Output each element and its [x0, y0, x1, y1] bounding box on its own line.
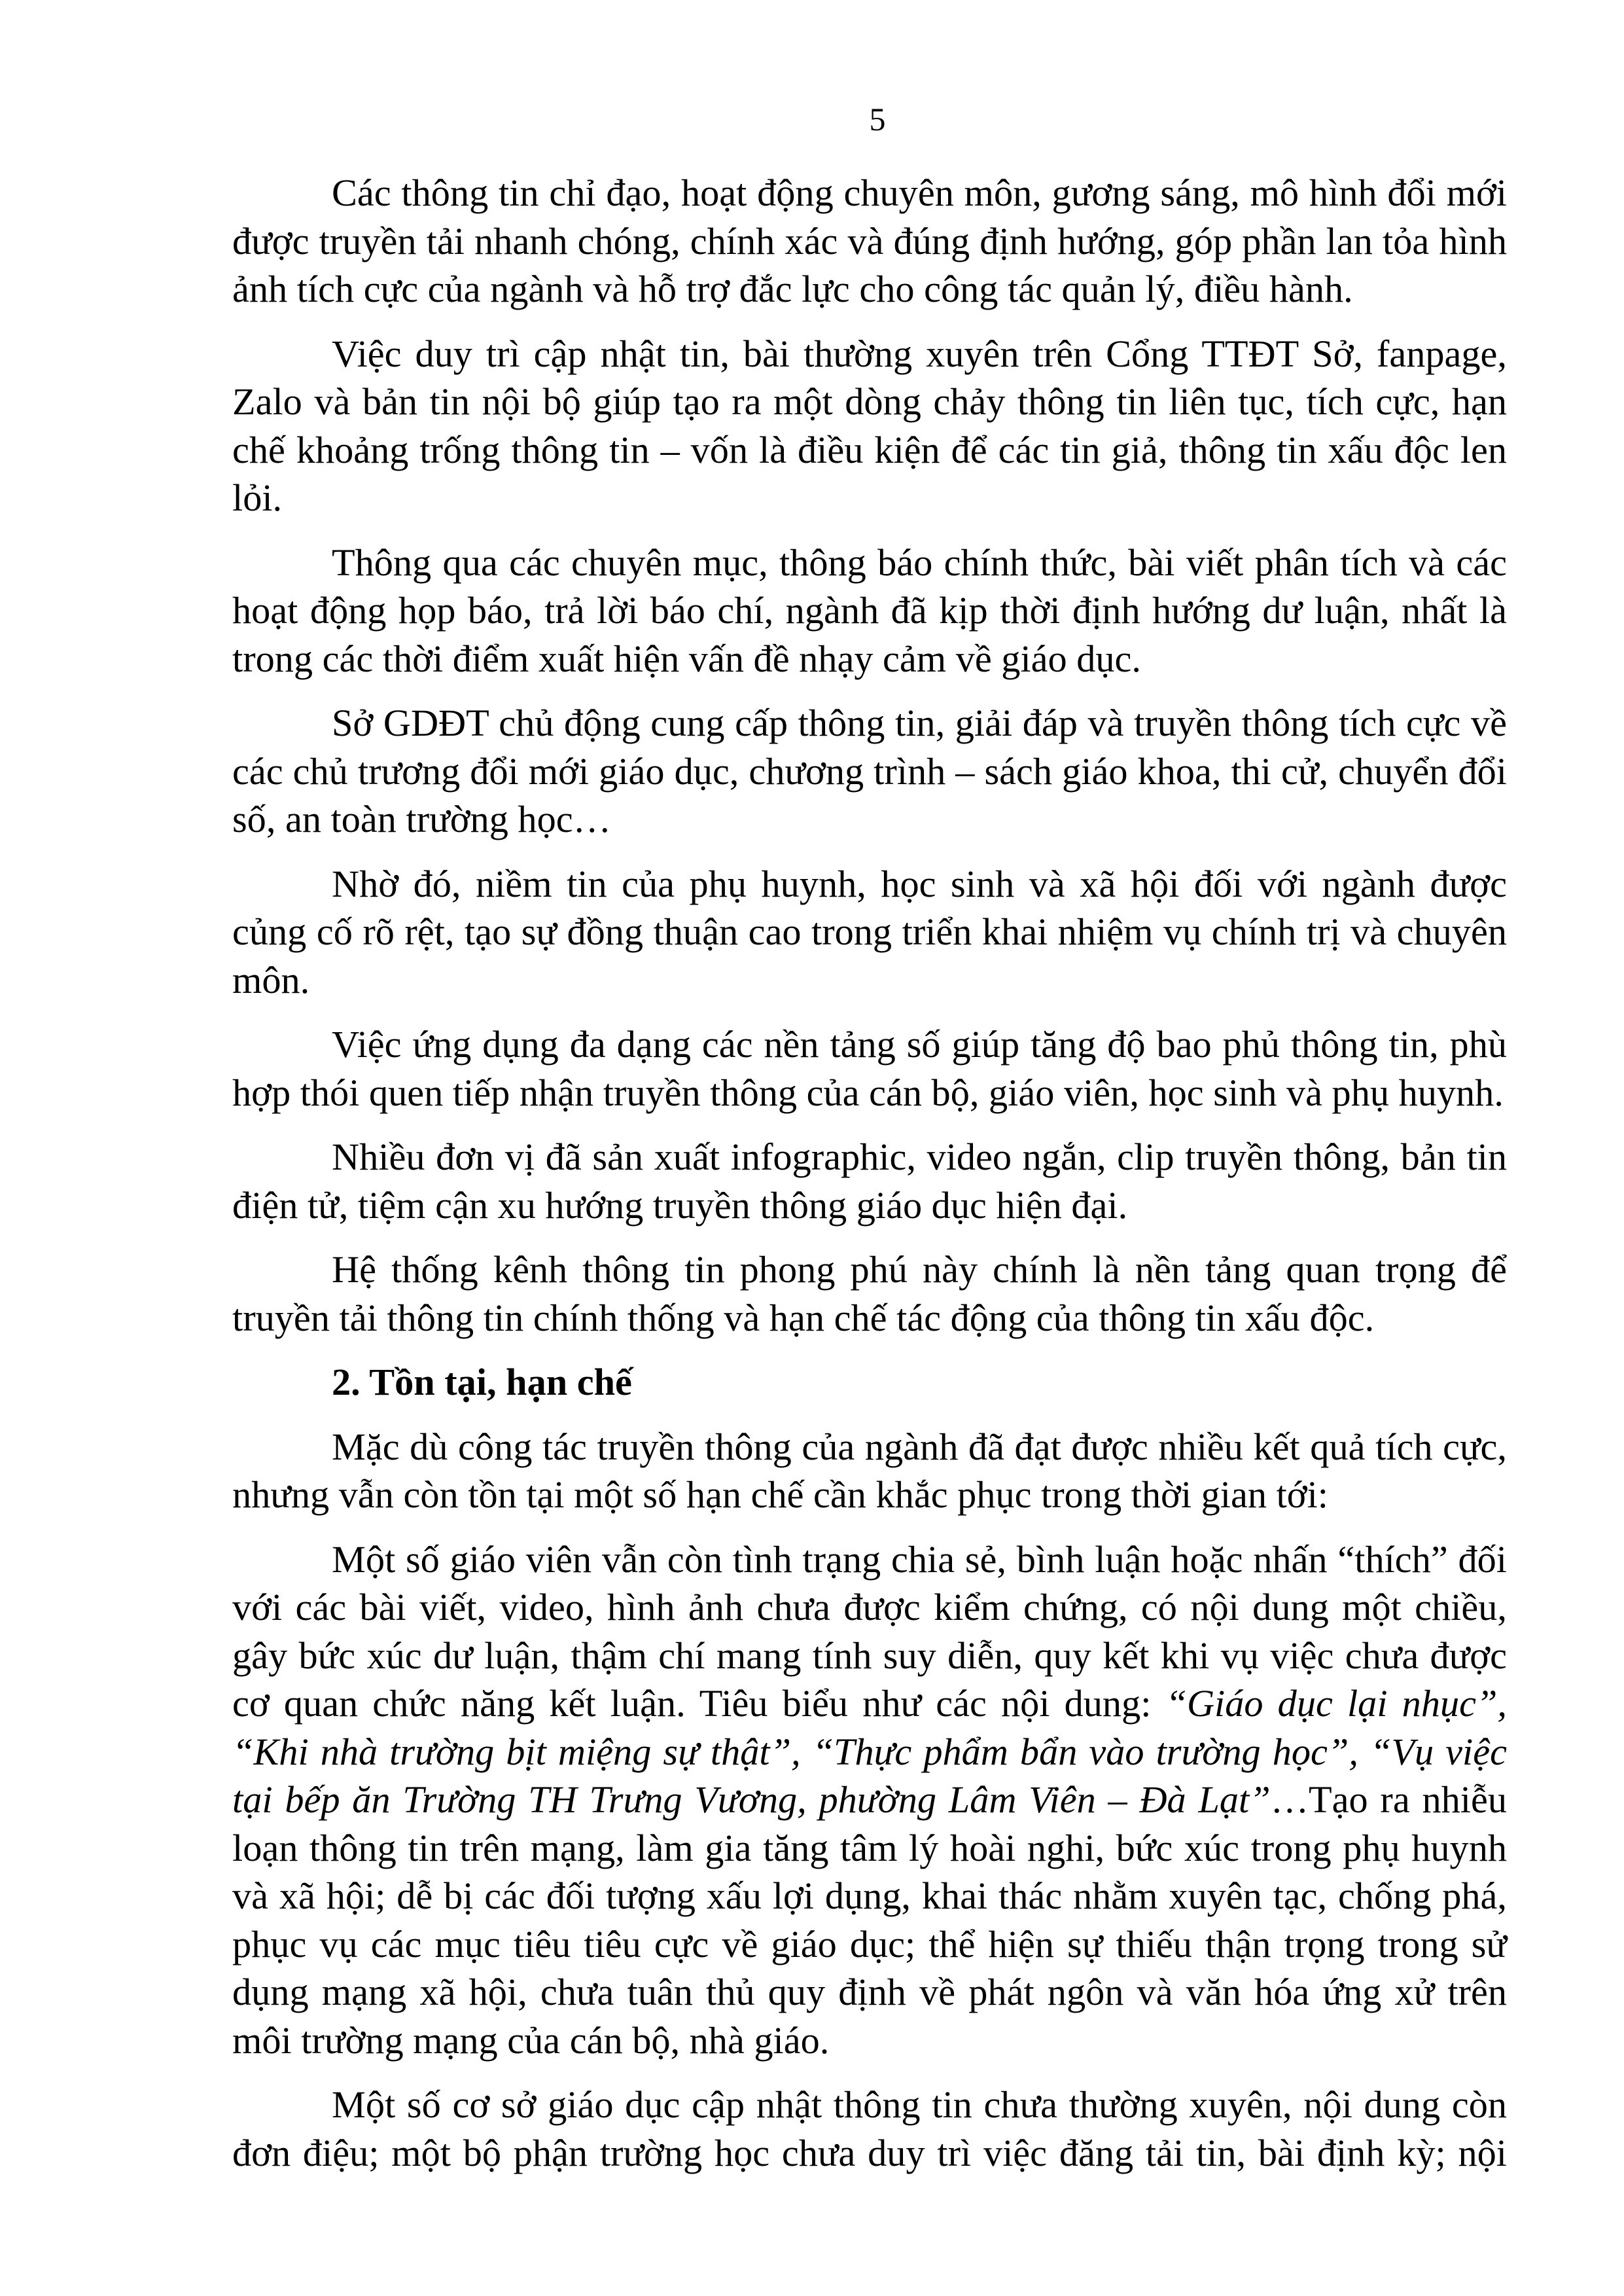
paragraph-text: Việc ứng dụng đa dạng các nền tảng số giúp tăng độ bao phủ thông tin, phù hợp thói quen tiếp nhận truyền thông của cán bộ, giáo viên, học sinh và phụ huynh. — [232, 1023, 1507, 1114]
paragraph-10 — [232, 1535, 1507, 2065]
paragraph-5 — [232, 860, 1507, 1005]
paragraph-2 — [232, 330, 1507, 522]
paragraph-text: …Tạo ra nhiễu loạn thông tin trên mạng, làm gia tăng tâm lý hoài nghi, bức xúc trong phụ huynh và xã hội; dễ bị các đối tượng xấu lợi dụng, khai thác nhằm xuyên tạc, chống phá, phục vụ các mục tiêu tiêu cực về giáo dục; thể hiện sự thiếu thận trọng trong sử dụng mạng xã hội, chưa tuân thủ quy định về phát ngôn và văn hóa ứng xử trên môi trường mạng của cán bộ, nhà giáo. — [232, 1778, 1507, 2062]
paragraph-text: Thông qua các chuyên mục, thông báo chính thức, bài viết phân tích và các hoạt động họp báo, trả lời báo chí, ngành đã kịp thời định hướng dư luận, nhất là trong các thời điểm xuất hiện vấn đề nhạy cảm về giáo dục. — [232, 541, 1507, 680]
paragraph-text: Một số giáo viên vẫn còn tình trạng chia sẻ, bình luận hoặc nhấn “thích” đối với các bài viết, video, hình ảnh chưa được kiểm chứng, có nội dung một chiều, gây bức xúc dư luận, thậm chí mang tính suy diễn, quy kết khi vụ việc chưa được cơ quan chức năng kết luận. Tiêu biểu như các nội dung: — [232, 1537, 1507, 1725]
paragraph-11 — [232, 2081, 1507, 2177]
document-body — [232, 169, 1507, 2193]
paragraph-1 — [232, 169, 1507, 314]
quoted-examples-italic: “Giáo dục lại nhục”, “Khi nhà trường bịt miệng sự thật”, “Thực phẩm bẩn vào trường học”, “Vụ việc tại bếp ăn Trường TH Trưng Vương, phường Lâm Viên – Đà Lạt” — [232, 1682, 1507, 1821]
paragraph-9 — [232, 1423, 1507, 1519]
paragraph-8 — [232, 1246, 1507, 1342]
paragraph-text: Nhiều đơn vị đã sản xuất infographic, video ngắn, clip truyền thông, bản tin điện tử, tiệm cận xu hướng truyền thông giáo dục hiện đại. — [232, 1136, 1507, 1227]
heading-text: 2. Tồn tại, hạn chế — [332, 1361, 632, 1403]
paragraph-6 — [232, 1020, 1507, 1117]
paragraph-text: Việc duy trì cập nhật tin, bài thường xuyên trên Cổng TTĐT Sở, fanpage, Zalo và bản tin nội bộ giúp tạo ra một dòng chảy thông tin liên tục, tích cực, hạn chế khoảng trống thông tin – vốn là điều kiện để các tin giả, thông tin xấu độc len lỏi. — [232, 332, 1507, 519]
section-heading — [232, 1358, 1507, 1407]
paragraph-text: Sở GDĐT chủ động cung cấp thông tin, giải đáp và truyền thông tích cực về các chủ trương đổi mới giáo dục, chương trình – sách giáo khoa, thi cử, chuyển đổi số, an toàn trường học… — [232, 702, 1507, 840]
paragraph-text: Các thông tin chỉ đạo, hoạt động chuyên môn, gương sáng, mô hình đổi mới được truyền tải nhanh chóng, chính xác và đúng định hướng, góp phần lan tỏa hình ảnh tích cực của ngành và hỗ trợ đắc lực cho công tác quản lý, điều hành. — [232, 171, 1507, 310]
paragraph-7 — [232, 1133, 1507, 1229]
page-number: 5 — [869, 101, 886, 137]
paragraph-4 — [232, 699, 1507, 844]
paragraph-3 — [232, 539, 1507, 683]
paragraph-text: Mặc dù công tác truyền thông của ngành đã đạt được nhiều kết quả tích cực, nhưng vẫn còn tồn tại một số hạn chế cần khắc phục trong thời gian tới: — [232, 1425, 1507, 1516]
paragraph-text: Một số cơ sở giáo dục cập nhật thông tin chưa thường xuyên, nội dung còn đơn điệu; một bộ phận trường học chưa duy trì việc đăng tải tin, bài định kỳ; nội — [232, 2083, 1507, 2174]
paragraph-text: Hệ thống kênh thông tin phong phú này chính là nền tảng quan trọng để truyền tải thông tin chính thống và hạn chế tác động của thông tin xấu độc. — [232, 1248, 1507, 1339]
paragraph-text: Nhờ đó, niềm tin của phụ huynh, học sinh và xã hội đối với ngành được củng cố rõ rệt, tạo sự đồng thuận cao trong triển khai nhiệm vụ chính trị và chuyên môn. — [232, 862, 1507, 1001]
